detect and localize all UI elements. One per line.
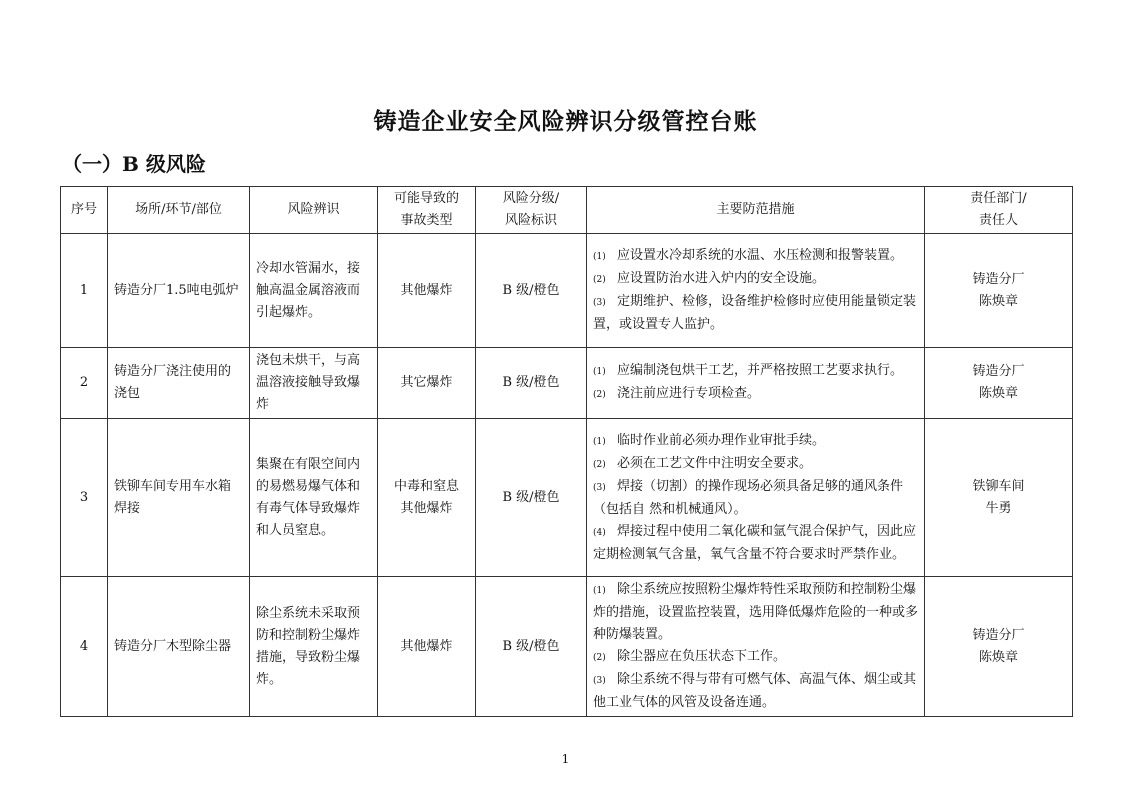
row-responsible: 铸造分厂 陈焕章 <box>925 577 1073 717</box>
row-accident-type: 中毒和窒息 其他爆炸 <box>378 419 476 577</box>
row-risk-level: B 级/橙色 <box>476 234 587 348</box>
row-risk: 集聚在有限空间内的易燃易爆气体和有毒气体导致爆炸和人员窒息。 <box>250 419 378 577</box>
row-location: 铸造分厂木型除尘器 <box>108 577 250 717</box>
measure-text: 必须在工艺文件中注明安全要求。 <box>617 455 813 471</box>
row-location: 铁铆车间专用车水箱焊接 <box>108 419 250 577</box>
measure-item <box>593 268 918 291</box>
measure-number: (1) <box>593 436 606 447</box>
row-accident-type: 其他爆炸 <box>378 577 476 717</box>
row-accident-type: 其他爆炸 <box>378 234 476 348</box>
section-heading: （一）B 级风险 <box>62 152 206 176</box>
header-measures: 主要防范措施 <box>587 187 925 234</box>
header-index: 序号 <box>61 187 108 234</box>
header-risk: 风险辨识 <box>250 187 378 234</box>
row-accident-type: 其它爆炸 <box>378 348 476 419</box>
measure-number: (2) <box>593 653 606 663</box>
row-responsible: 铸造分厂 陈焕章 <box>925 234 1073 348</box>
measure-item <box>593 291 918 336</box>
measure-text: 浇注前应进行专项检查。 <box>617 386 761 401</box>
row-responsible: 铁铆车间 牛勇 <box>925 419 1073 577</box>
table-row <box>61 419 1073 577</box>
header-responsible: 责任部门/ 责任人 <box>925 187 1073 234</box>
row-risk: 冷却水管漏水，接触高温金属溶液而引起爆炸。 <box>250 234 378 348</box>
measure-text: 除尘器应在负压状态下工作。 <box>617 649 787 664</box>
measure-number: (1) <box>593 586 606 596</box>
measure-text: 应编制浇包烘干工艺，并严格按照工艺要求执行。 <box>617 363 904 378</box>
row-responsible: 铸造分厂 陈焕章 <box>925 348 1073 419</box>
row-measures <box>587 348 925 419</box>
measure-item <box>593 669 918 714</box>
table-row <box>61 234 1073 348</box>
table-row <box>61 577 1073 717</box>
row-index: 4 <box>61 577 108 717</box>
document-title: 铸造企业安全风险辨识分级管控台账 <box>373 108 758 135</box>
row-measures <box>587 234 925 348</box>
measure-text: 应设置防治水进入炉内的安全设施。 <box>617 271 826 286</box>
measure-number: (3) <box>593 298 606 308</box>
measure-text: 除尘系统不得与带有可燃气体、高温气体、烟尘或其他工业气体的风管及设备连通。 <box>593 672 917 710</box>
row-risk-level: B 级/橙色 <box>476 348 587 419</box>
measure-number: (3) <box>593 482 606 493</box>
header-risk-level: 风险分级/ 风险标识 <box>476 187 587 234</box>
measure-number: (1) <box>593 252 606 262</box>
page-number: 1 <box>561 752 570 766</box>
row-location: 铸造分厂浇注使用的浇包 <box>108 348 250 419</box>
measure-text: 焊接过程中使用二氧化碳和氩气混合保护气，因此应定期检测氧气含量，氧气含量不符合要求时严禁作业。 <box>593 523 917 562</box>
row-risk: 除尘系统未采取预防和控制粉尘爆炸措施，导致粉尘爆炸。 <box>250 577 378 717</box>
header-accident-type: 可能导致的 事故类型 <box>378 187 476 234</box>
row-measures <box>587 419 925 577</box>
measure-item <box>593 476 918 521</box>
measure-number: (1) <box>593 367 606 377</box>
measure-text: 除尘系统应按照粉尘爆炸特性采取预防和控制粉尘爆炸的措施，设置监控装置，选用降低爆炸危险的一种或多种防爆装置。 <box>593 582 919 642</box>
row-index: 3 <box>61 419 108 577</box>
measure-item <box>593 430 918 453</box>
measure-number: (2) <box>593 275 606 285</box>
measure-number: (2) <box>593 390 606 400</box>
measure-item <box>593 646 918 669</box>
measure-item <box>593 383 918 406</box>
measure-item <box>593 453 918 476</box>
risk-ledger-table <box>60 186 1073 717</box>
measure-item <box>593 521 918 566</box>
table-row <box>61 348 1073 419</box>
table-header-row <box>61 187 1073 234</box>
row-measures <box>587 577 925 717</box>
measure-item <box>593 245 918 268</box>
row-index: 2 <box>61 348 108 419</box>
header-location: 场所/环节/部位 <box>108 187 250 234</box>
measure-number: (4) <box>593 527 606 538</box>
row-location: 铸造分厂1.5吨电弧炉 <box>108 234 250 348</box>
measure-text: 焊接（切割）的操作现场必须具备足够的通风条件（包括自 然和机械通风）。 <box>593 478 904 517</box>
measure-item <box>593 360 918 383</box>
row-index: 1 <box>61 234 108 348</box>
measure-text: 应设置水冷却系统的水温、水压检测和报警装置。 <box>617 248 904 263</box>
measure-number: (3) <box>593 676 606 686</box>
measure-text: 定期维护、检修，设备维护检修时应使用能量锁定装置，或设置专人监护。 <box>593 294 917 332</box>
row-risk: 浇包未烘干，与高温溶液接触导致爆炸 <box>250 348 378 419</box>
measure-number: (2) <box>593 459 606 470</box>
row-risk-level: B 级/橙色 <box>476 577 587 717</box>
measure-text: 临时作业前必须办理作业审批手续。 <box>617 432 826 448</box>
row-risk-level: B 级/橙色 <box>476 419 587 577</box>
measure-item <box>593 579 918 646</box>
